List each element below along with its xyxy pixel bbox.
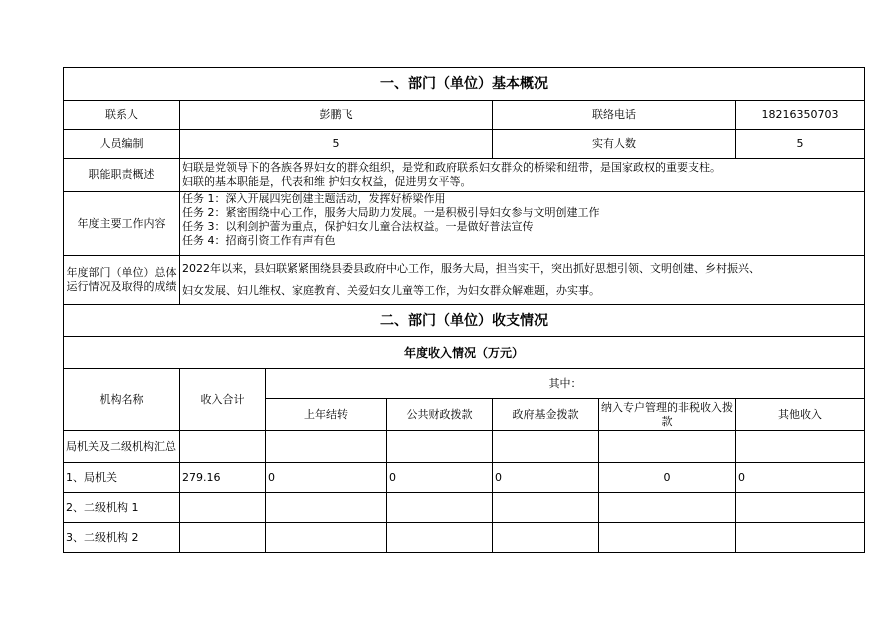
row-total [180,493,266,523]
row-nontax: 0 [599,463,736,493]
row-other [736,431,865,463]
table-row [64,493,865,523]
row-public [387,431,493,463]
row-nontax [599,493,736,523]
col-among-header: 其中： [266,369,865,399]
col-public-header: 公共财政拨款 [387,399,493,431]
row-public [387,493,493,523]
summary-text [180,256,865,305]
col-nontax-header: 纳入专户管理的非税收入拨款 [599,399,736,431]
section2-title: 二、部门（单位）收支情况 [64,305,865,337]
duty-label: 职能职责概述 [64,159,180,192]
contact-label: 联系人 [64,101,180,130]
row-prev [266,493,387,523]
col-other-header: 其他收入 [736,399,865,431]
row-nontax [599,523,736,553]
duty-line: 妇联的基本职能是，代表和维 护妇女权益，促进男女平等。 [182,175,472,188]
task-item: 任务 1：深入开展四宪创建主题活动，发挥好桥梁作用 [182,192,446,205]
col-total-header: 收入合计 [180,369,266,431]
row-fund [493,431,599,463]
section1-title: 一、部门（单位）基本概况 [64,68,865,101]
row-fund: 0 [493,463,599,493]
col-fund-header: 政府基金拨款 [493,399,599,431]
row-name: 1、局机关 [64,463,180,493]
row-public: 0 [387,463,493,493]
phone-label: 联络电话 [493,101,736,130]
table-row [64,463,865,493]
row-prev [266,431,387,463]
income-title: 年度收入情况（万元） [64,337,865,369]
duty-description [180,159,865,192]
col-prev-header: 上年结转 [266,399,387,431]
row-public [387,523,493,553]
row-fund [493,523,599,553]
actual-staff-value: 5 [736,130,865,159]
table-row [64,523,865,553]
col-org-header: 机构名称 [64,369,180,431]
row-prev [266,523,387,553]
row-name: 2、二级机构 1 [64,493,180,523]
tasks-label: 年度主要工作内容 [64,192,180,256]
tasks-list [180,192,865,256]
summary-line: 2022年以来，县妇联紧紧围绕县委县政府中心工作，服务大局，担当实干，突出抓好思想引领、文明创建、乡村振兴、 [182,262,760,275]
row-other: 0 [736,463,865,493]
actual-staff-label: 实有人数 [493,130,736,159]
task-item: 任务 4：招商引资工作有声有色 [182,234,336,247]
summary-line: 妇女发展、妇儿维权、家庭教育、关爱妇女儿童等工作，为妇女群众解难题，办实事。 [182,284,600,297]
row-total [180,523,266,553]
task-item: 任务 2：紧密围绕中心工作，服务大局助力发展。一是积极引导妇女参与文明创建工作 [182,206,600,219]
row-prev: 0 [266,463,387,493]
row-name: 局机关及二级机构汇总 [64,431,180,463]
phone-value: 18216350703 [736,101,865,130]
row-other [736,523,865,553]
row-nontax [599,431,736,463]
duty-line: 妇联是党领导下的各族各界妇女的群众组织，是党和政府联系妇女群众的桥梁和纽带，是国家政权的重要支柱。 [182,161,721,174]
budget-table [63,67,865,553]
table-row [64,431,865,463]
task-item: 任务 3：以利剑护蕾为重点，保护妇女儿童合法权益。一是做好普法宣传 [182,220,534,233]
row-fund [493,493,599,523]
row-name: 3、二级机构 2 [64,523,180,553]
staff-value: 5 [180,130,493,159]
contact-value: 彭鹏飞 [180,101,493,130]
staff-label: 人员编制 [64,130,180,159]
row-total: 279.16 [180,463,266,493]
row-total [180,431,266,463]
row-other [736,493,865,523]
summary-label: 年度部门（单位）总体运行情况及取得的成绩 [64,256,180,305]
